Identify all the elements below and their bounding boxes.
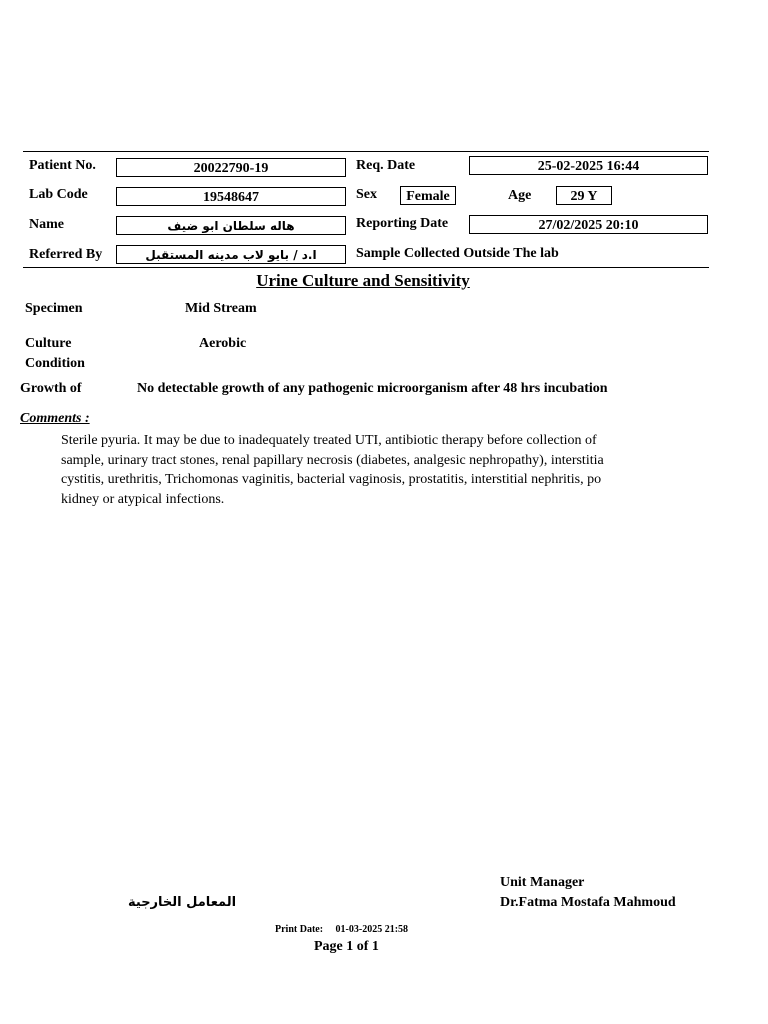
culture-label-line-1: Culture: [25, 336, 72, 351]
page-number: Page 1 of 1: [314, 939, 379, 954]
age-value: 29 Y: [556, 186, 612, 205]
reporting-date-value: 27/02/2025 20:10: [469, 215, 708, 234]
patient-no-value: 20022790-19: [116, 158, 346, 177]
lab-code-label: Lab Code: [29, 187, 88, 202]
manager-name: Dr.Fatma Mostafa Mahmoud: [500, 895, 676, 910]
growth-value: No detectable growth of any pathogenic microorganism after 48 hrs incubation: [137, 381, 608, 396]
specimen-value: Mid Stream: [185, 301, 257, 316]
comments-line: kidney or atypical infections.: [61, 491, 225, 507]
print-date-label: Print Date:: [275, 924, 324, 935]
growth-label: Growth of: [20, 381, 82, 396]
sex-label: Sex: [356, 187, 377, 202]
comments-text: [61, 431, 641, 509]
report-title: Urine Culture and Sensitivity: [256, 271, 470, 290]
culture-label-line-2: Condition: [25, 356, 85, 371]
comments-line: cystitis, urethritis, Trichomonas vaginitis, bacterial vaginosis, prostatitis, interstitial nephritis, po: [61, 472, 602, 487]
header-top-rule: [23, 151, 709, 152]
culture-value: Aerobic: [199, 336, 247, 351]
print-date-value: 01-03-2025 21:58: [335, 924, 409, 935]
age-label: Age: [508, 188, 532, 203]
sample-note: Sample Collected Outside The lab: [356, 246, 559, 261]
external-labs-label: المعامل الخارجية: [128, 895, 237, 910]
req-date-label: Req. Date: [356, 158, 416, 173]
header-bottom-rule: [23, 267, 709, 268]
patient-no-label: Patient No.: [29, 158, 96, 173]
manager-title: Unit Manager: [500, 875, 585, 890]
sex-value: Female: [400, 186, 456, 205]
referred-by-value: ا.د / بايو لاب مدينه المستقبل: [116, 245, 346, 264]
referred-by-label: Referred By: [29, 247, 103, 262]
name-label: Name: [29, 217, 64, 232]
reporting-date-label: Reporting Date: [356, 216, 449, 231]
comments-line: sample, urinary tract stones, renal papillary necrosis (diabetes, analgesic nephropathy), interstitia: [61, 452, 604, 468]
print-date: [275, 924, 408, 935]
lab-code-value: 19548647: [116, 187, 346, 206]
specimen-label: Specimen: [25, 301, 83, 316]
name-value: هاله سلطان ابو ضيف: [116, 216, 346, 235]
req-date-value: 25-02-2025 16:44: [469, 156, 708, 175]
comments-line: Sterile pyuria. It may be due to inadequately treated UTI, antibiotic therapy before collection of: [61, 433, 597, 448]
comments-label: Comments :: [20, 411, 90, 426]
